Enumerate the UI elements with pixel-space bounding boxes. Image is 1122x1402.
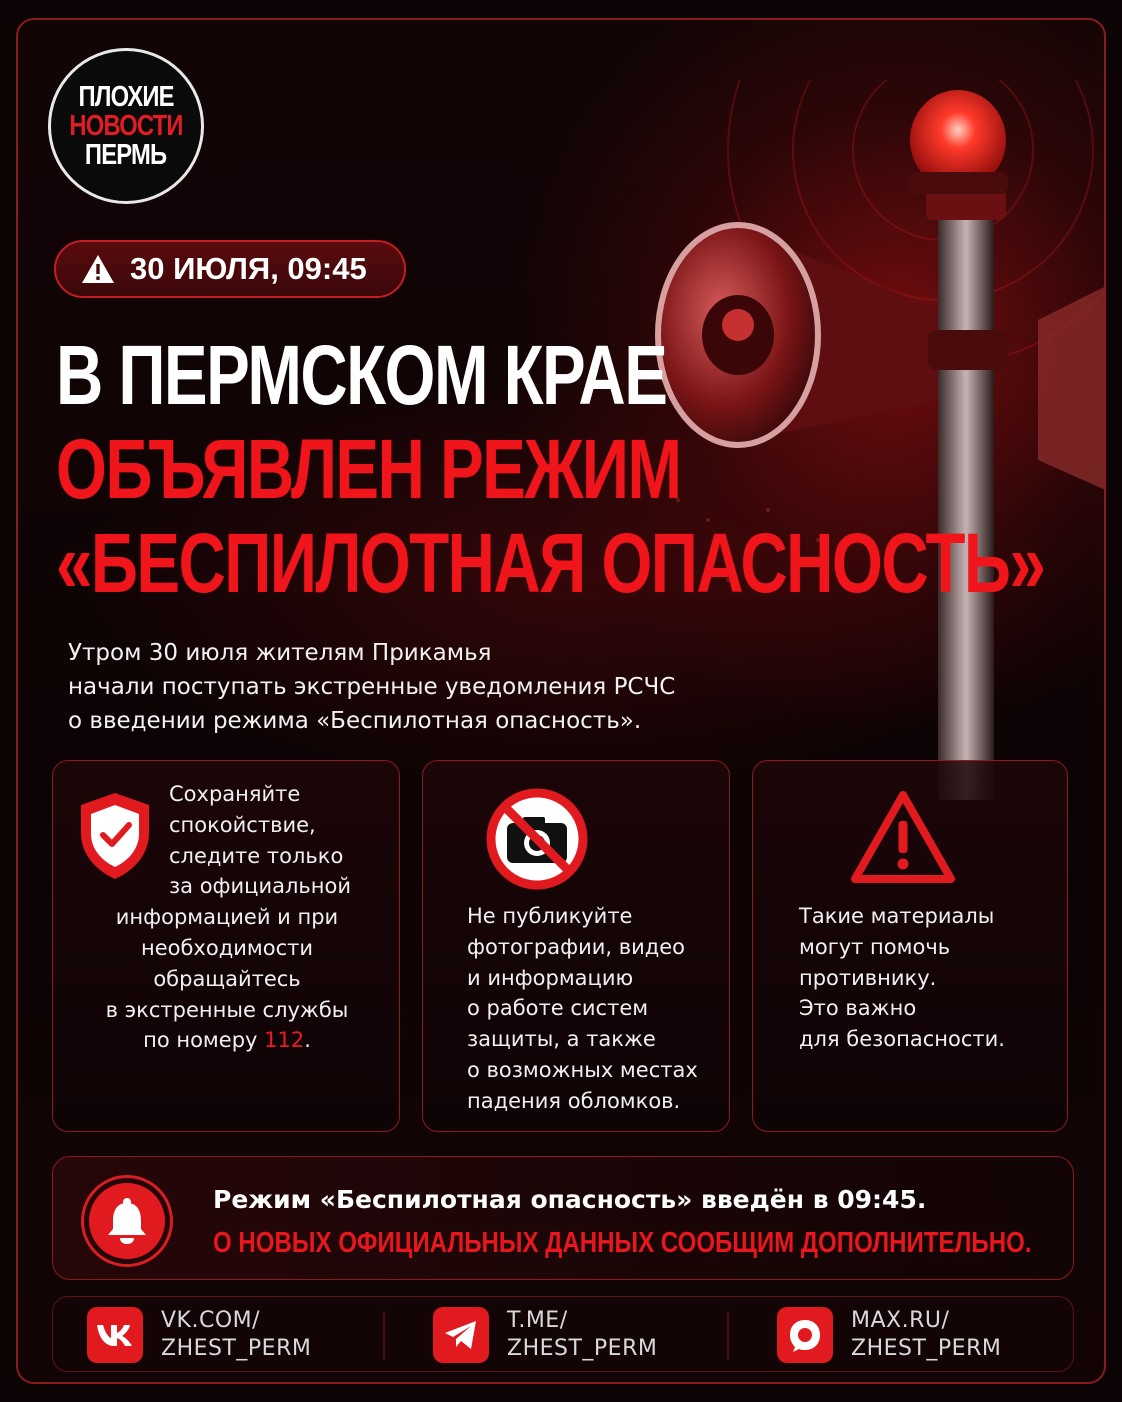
card1-line: Сохраняйте — [169, 782, 301, 806]
date-badge — [54, 240, 406, 298]
telegram-line-1: T.ME/ — [507, 1308, 568, 1333]
card3-line: для безопасности. — [799, 1027, 1005, 1052]
max-chat-icon — [777, 1307, 833, 1363]
card1-line: следите только — [169, 843, 344, 868]
advice-card-security — [752, 760, 1068, 1132]
notice-line-1: Режим «Беспилотная опасность» введён в 09:45. — [213, 1185, 927, 1214]
date-text: 30 ИЮЛЯ, 09:45 — [130, 251, 367, 286]
card1-line: информацией и при — [115, 905, 339, 930]
brand-logo — [48, 48, 204, 204]
headline-line-1: В ПЕРМСКОМ КРАЕ — [56, 328, 667, 422]
footer-divider — [727, 1311, 729, 1359]
footer-divider — [383, 1311, 385, 1359]
card1-line: в экстренные службы — [105, 997, 349, 1022]
card2-line: и информацию — [467, 965, 634, 990]
max-line-2: ZHEST_PERM — [851, 1336, 1002, 1361]
headline — [56, 328, 1056, 610]
vk-line-2: ZHEST_PERM — [161, 1336, 312, 1361]
notice-line-2: О НОВЫХ ОФИЦИАЛЬНЫХ ДАННЫХ СООБЩИМ ДОПОЛНИТЕЛЬНО. — [213, 1227, 1032, 1259]
card3-line: Такие материалы — [799, 904, 995, 928]
bell-icon — [105, 1197, 149, 1245]
card-calm-text — [53, 779, 401, 1056]
card1-line: необходимости — [140, 935, 313, 960]
warning-triangle-icon — [80, 253, 116, 285]
notice-banner — [52, 1156, 1074, 1280]
bell-badge — [81, 1175, 173, 1267]
social-link-max[interactable] — [777, 1307, 1001, 1363]
card2-line: фотографии, видео — [467, 934, 686, 959]
card2-line: падения обломков. — [467, 1088, 681, 1113]
lead-line-2: начали поступать экстренные уведомления РСЧС — [68, 674, 676, 700]
max-line-1: MAX.RU/ — [851, 1308, 950, 1333]
card1-line: обращайтесь — [153, 966, 301, 991]
telegram-icon — [433, 1307, 489, 1363]
card1-last-suffix: . — [304, 1028, 311, 1053]
lead-line-3: о введении режима «Беспилотная опасность». — [68, 708, 642, 734]
card1-line: спокойствие, — [169, 812, 316, 837]
advice-card-no-photos — [422, 760, 730, 1132]
logo-line-1: ПЛОХИЕ — [78, 80, 174, 113]
no-camera-icon — [485, 787, 589, 891]
logo-line-3: ПЕРМЬ — [85, 138, 167, 171]
emergency-number: 112 — [264, 1028, 305, 1053]
social-link-vk[interactable] — [87, 1307, 311, 1363]
card3-line: Это важно — [799, 996, 917, 1021]
vk-icon — [87, 1307, 143, 1363]
card1-line: за официальной — [169, 874, 351, 899]
vk-line-1: VK.COM/ — [161, 1308, 261, 1333]
card3-line: могут помочь — [799, 934, 951, 959]
social-link-telegram[interactable] — [433, 1307, 657, 1363]
card2-line: Не публикуйте — [467, 904, 633, 928]
telegram-line-2: ZHEST_PERM — [507, 1336, 658, 1361]
poster-frame — [16, 18, 1106, 1384]
card1-last-line — [53, 1025, 401, 1056]
advice-card-calm — [52, 760, 400, 1132]
warning-triangle-icon — [849, 789, 957, 885]
card-no-photos-text — [467, 901, 727, 1117]
card2-line: защиты, а также — [467, 1027, 656, 1052]
logo-line-2: НОВОСТИ — [69, 109, 183, 142]
card2-line: о возможных местах — [467, 1057, 698, 1082]
card3-line: противнику. — [799, 965, 937, 990]
bell-badge-inner — [89, 1183, 165, 1259]
card-security-text — [799, 901, 1059, 1055]
card2-line: о работе систем — [467, 996, 649, 1021]
lead-line-1: Утром 30 июля жителям Прикамья — [68, 640, 492, 666]
headline-line-2: ОБЪЯВЛЕН РЕЖИМ — [56, 422, 681, 516]
social-footer — [52, 1296, 1074, 1372]
lead-paragraph — [68, 636, 748, 738]
card1-last-prefix: по номеру — [143, 1028, 265, 1053]
headline-line-3: «БЕСПИЛОТНАЯ ОПАСНОСТЬ» — [56, 516, 1045, 610]
